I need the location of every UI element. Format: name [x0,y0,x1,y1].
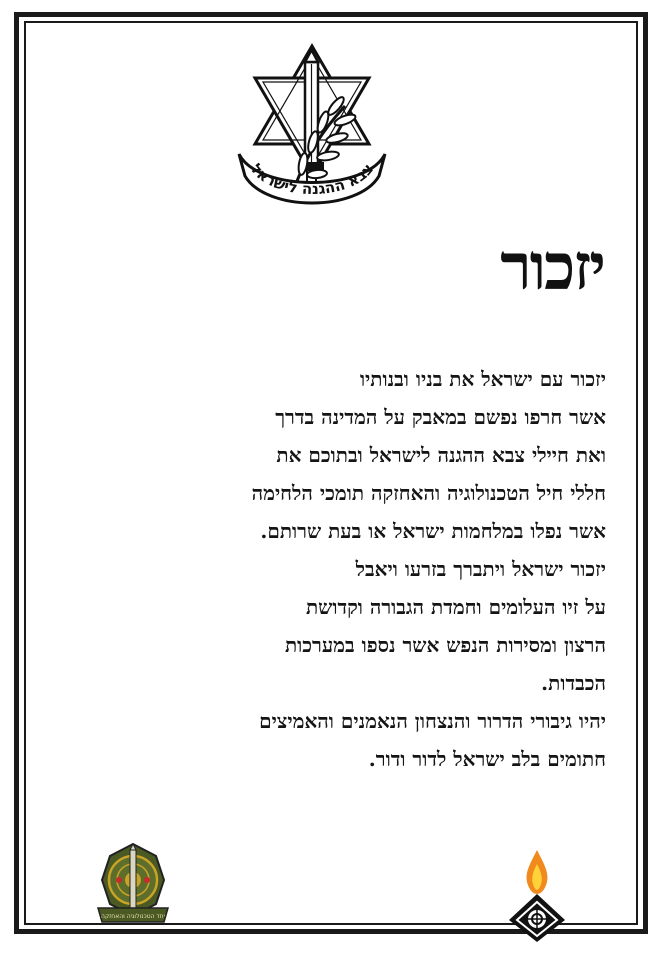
poem-line: חתומים בלב ישראל לדור ודור. [368,747,606,771]
idf-emblem [233,42,391,220]
poem-line: יזכור ישראל ויתברך בזרעו ויאבל [355,557,606,581]
poem-line: ואת חיילי צבא ההגנה לישראל ובתוכם את [276,443,606,467]
memorial-flame-emblem [507,850,567,942]
idf-ribbon-text: צבא ההגנה לישראל [246,159,378,199]
poem-line: אשר חרפו נפשם במאבק על המדינה בדרך [275,405,606,429]
poem-line: חללי חיל הטכנולוגיה והאחזקה תומכי הלחימה [251,481,606,505]
tech-maintenance-corps-emblem [92,842,174,928]
poem-line: יזכור עם ישראל את בניו ובנותיו [359,367,606,391]
page-title: יזכור [500,230,604,305]
poem-line: על זיו העלומים וחמדת הגבורה וקדושת [305,595,606,619]
poem-line: הרצון ומסירות הנפש אשר נספו במערכות [284,633,606,657]
poem-line: יהיו גיבורי הדרור והנצחון הנאמנים והאמיצים [259,709,606,733]
poem-line: הכבדות. [541,671,606,695]
poem-line: אשר נפלו במלחמות ישראל או בעת שרותם. [260,519,606,543]
poem [86,360,606,778]
left-emblem-caption: יחד הטכנולוגיה והאחזקה [101,913,165,920]
